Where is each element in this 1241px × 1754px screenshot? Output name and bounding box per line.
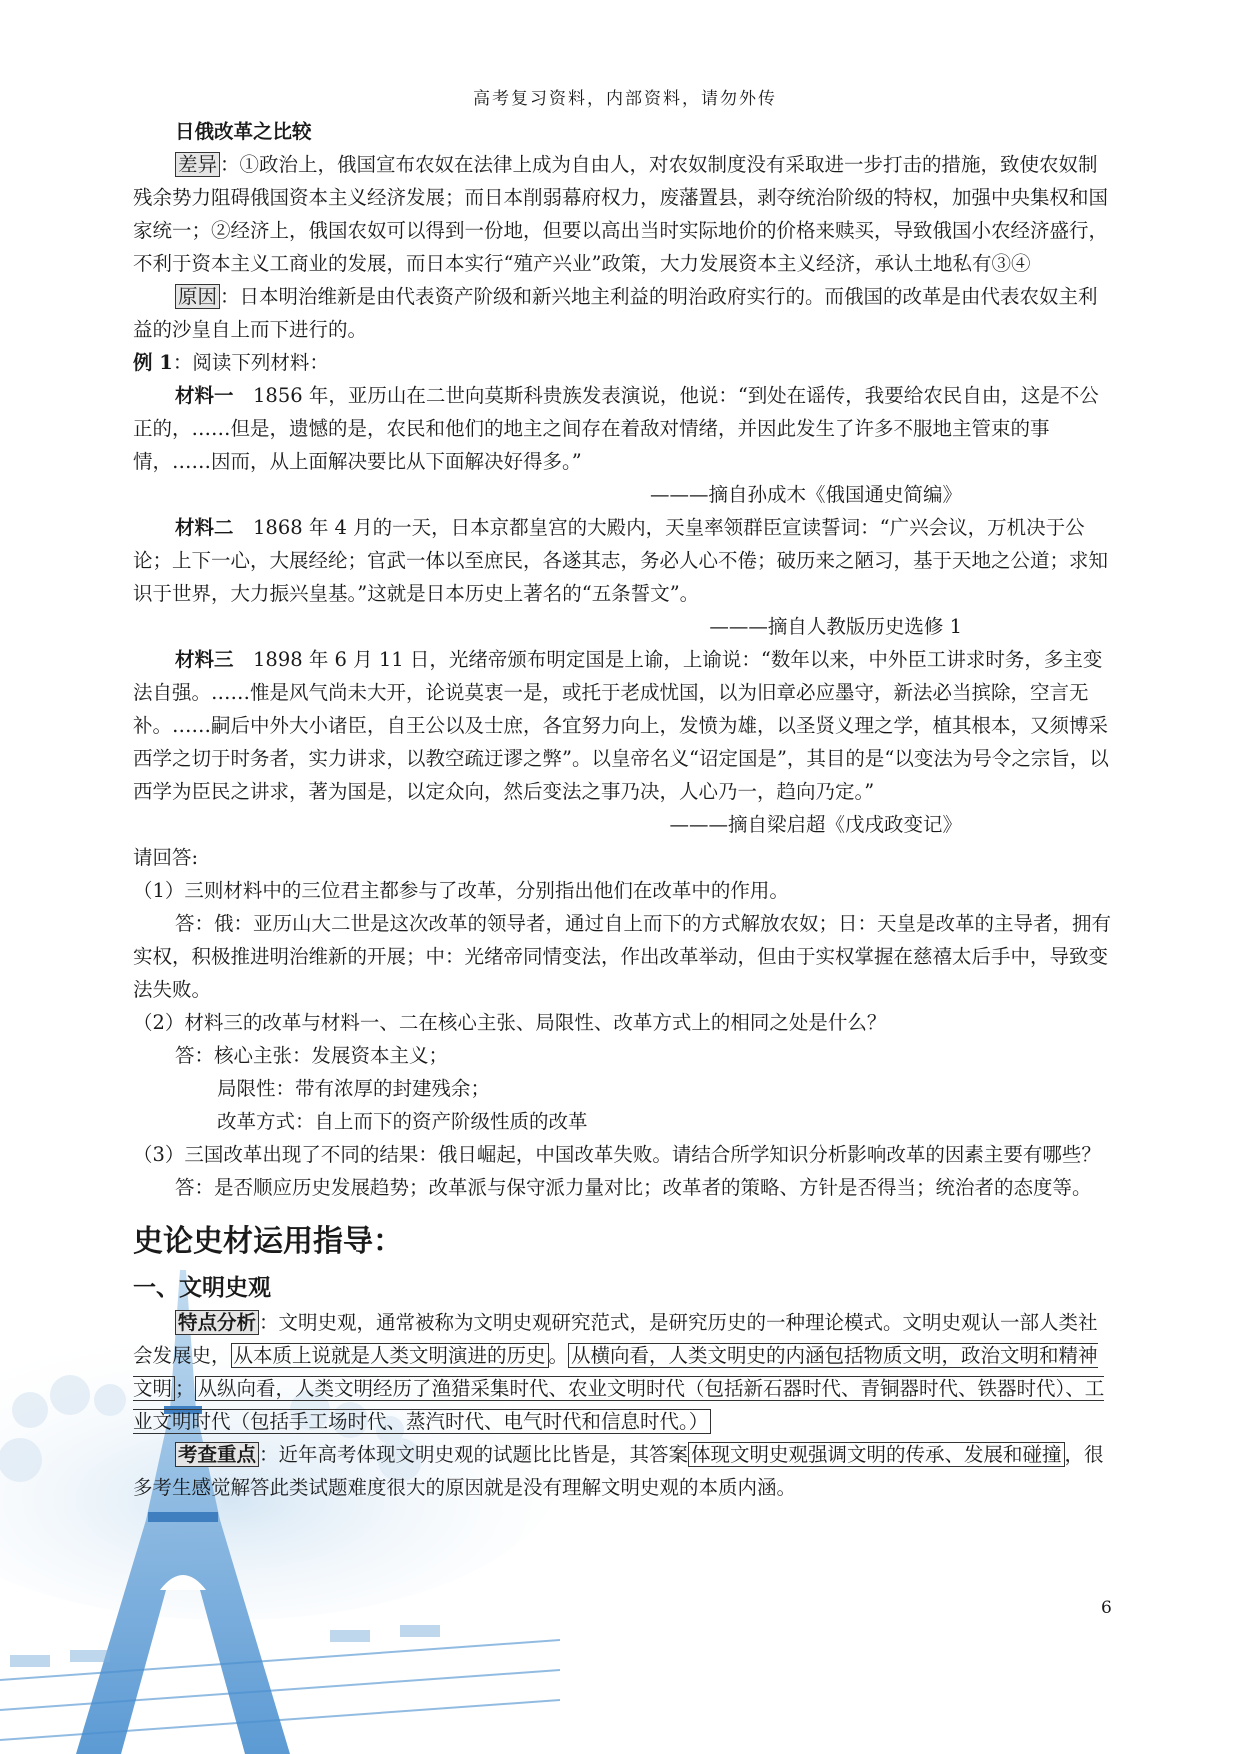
question-2: （2）材料三的改革与材料一、二在核心主张、局限性、改革方式上的相同之处是什么？: [133, 1011, 887, 1034]
reason-paragraph: [133, 280, 1117, 346]
reason-text: ：日本明治维新是由代表资产阶级和新兴地主利益的明治政府实行的。而俄国的改革是由代表农奴主利益的沙皇自上而下进行的。: [133, 285, 1098, 341]
example-intro-text: ：阅读下列材料：: [172, 351, 329, 374]
subsection-heading-civilization: 一、文明史观: [133, 1275, 271, 1301]
material-2-label: 材料二: [175, 516, 234, 539]
reason-label: 原因: [175, 284, 220, 309]
page-number: 6: [1101, 1598, 1112, 1618]
question-1: （1）三则材料中的三位君主都参与了改革，分别指出他们在改革中的作用。: [133, 879, 789, 902]
material-1-text: 1856 年，亚历山在二世向莫斯科贵族发表演说，他说：“到处在谣传，我要给农民自由，这是不公正的，……但是，遗憾的是，农民和他们的地主之间存在着敌对情绪，并因此发生了许多不服地主管束的事情，……因而，从上面解决要比从下面解决好得多。”: [133, 384, 1099, 473]
material-1: [133, 379, 1117, 478]
example-intro: [133, 346, 1117, 379]
example-label: 例 1: [133, 351, 173, 374]
answer-2-line-2: 局限性：带有浓厚的封建残余；: [217, 1077, 491, 1100]
section-title-japan-russia: 日俄改革之比较: [175, 120, 312, 143]
feature-text-3: ；: [175, 1377, 195, 1400]
answer-2-line-1: 答：核心主张：发展资本主义；: [175, 1044, 449, 1067]
answer-prompt: 请回答:: [133, 846, 199, 869]
differences-label: 差异: [175, 152, 220, 177]
feature-boxed-1: 从本质上说就是人类文明演进的历史: [231, 1343, 549, 1368]
material-1-label: 材料一: [175, 384, 234, 407]
material-1-source: ———摘自孙成木《俄国通史简编》: [649, 483, 962, 506]
differences-text: ：①政治上，俄国宣布农奴在法律上成为自由人，对农奴制度没有采取进一步打击的措施，致使农奴制残余势力阻碍俄国资本主义经济发展；而日本削弱幕府权力，废藩置县，剥夺统治阶级的特权，加强中央集权和国家统一；②经济上，俄国农奴可以得到一份地，但要以高出当时实际地价的价格来赎买，导致俄国小农经济盛行，不利于资本主义工商业的发展，而日本实行“殖产兴业”政策，大力发展资本主义经济，承认土地私有③④: [133, 153, 1109, 275]
differences-paragraph: [133, 148, 1117, 280]
feature-text-2: 。: [548, 1344, 569, 1367]
answer-1: 答：俄：亚历山大二世是这次改革的领导者，通过自上而下的方式解放农奴；日：天皇是改革的主导者，拥有实权，积极推进明治维新的开展；中：光绪帝同情变法，作出改革举动，但由于实权掌握在慈禧太后手中，导致变法失败。: [133, 912, 1112, 1001]
feature-analysis-label: 特点分析: [175, 1310, 259, 1335]
feature-boxed-3: 从纵向看，人类文明经历了渔猎采集时代、农业文明时代（包括新石器时代、青铜器时代、铁器时代）、工业文明时代（包括手工场时代、蒸汽时代、电气时代和信息时代。）: [133, 1377, 1105, 1433]
material-2-source: ———摘自人教版历史选修 1: [709, 615, 962, 638]
material-2-text: 1868 年 4 月的一天，日本京都皇宫的大殿内，天皇率领群臣宣读誓词：“广兴会议，万机决于公论；上下一心，大展经纶；官武一体以至庶民，各遂其志，务必人心不倦；破历来之陋习，基于天地之公道；求知识于世界，大力振兴皇基。”这就是日本历史上著名的“五条誓文”。: [133, 516, 1109, 605]
exam-focus-label: 考查重点: [175, 1442, 259, 1467]
feature-analysis-paragraph: [133, 1306, 1117, 1438]
material-3-source: ———摘自梁启超《戊戌政变记》: [669, 813, 962, 836]
focus-boxed: 体现文明史观强调文明的传承、发展和碰撞: [688, 1442, 1065, 1467]
section-heading-guidance: 史论史材运用指导：: [133, 1224, 403, 1259]
feature-boxed-2: 从横向看，人类文明史的内涵包括物质文明，政治文明和精神文明: [133, 1344, 1098, 1400]
document-page: [133, 84, 1117, 1504]
material-3-text: 1898 年 6 月 11 日，光绪帝颁布明定国是上谕，上谕说：“数年以来，中外臣工讲求时务，多主变法自强。……惟是风气尚未大开，论说莫衷一是，或托于老成忧国，以为旧章必应墨守，新法必当摈除，空言无补。……嗣后中外大小诸臣，自王公以及士庶，各宜努力向上，发愤为雄，以圣贤义理之学，植其根本，又须博采西学之切于时务者，实力讲求，以教空疏迂谬之弊”。以皇帝名义“诏定国是”，其目的是“以变法为号令之宗旨，以西学为臣民之讲求，著为国是，以定众向，然后变法之事乃决，人心乃一，趋向乃定。”: [133, 648, 1109, 803]
focus-text-2: ，很多考生感觉解答此类试题难度很大的原因就是没有理解文明史观的本质内涵。: [133, 1443, 1104, 1499]
material-3: [133, 643, 1117, 808]
page-header: 高考复习资料，内部资料，请勿外传: [473, 89, 777, 109]
answer-2-line-3: 改革方式：自上而下的资产阶级性质的改革: [217, 1110, 588, 1133]
exam-focus-paragraph: [133, 1438, 1117, 1504]
feature-text-1: ：文明史观，通常被称为文明史观研究范式，是研究历史的一种理论模式。文明史观认一部人类社会发展史，: [133, 1311, 1098, 1367]
material-2: [133, 511, 1117, 610]
answer-3: 答：是否顺应历史发展趋势；改革派与保守派力量对比；改革者的策略、方针是否得当；统治者的态度等。: [175, 1176, 1092, 1199]
focus-text-1: ：近年高考体现文明史观的试题比比皆是，其答案: [259, 1443, 689, 1466]
question-3: （3）三国改革出现了不同的结果：俄日崛起，中国改革失败。请结合所学知识分析影响改革的因素主要有哪些？: [133, 1143, 1101, 1166]
material-3-label: 材料三: [175, 648, 234, 671]
